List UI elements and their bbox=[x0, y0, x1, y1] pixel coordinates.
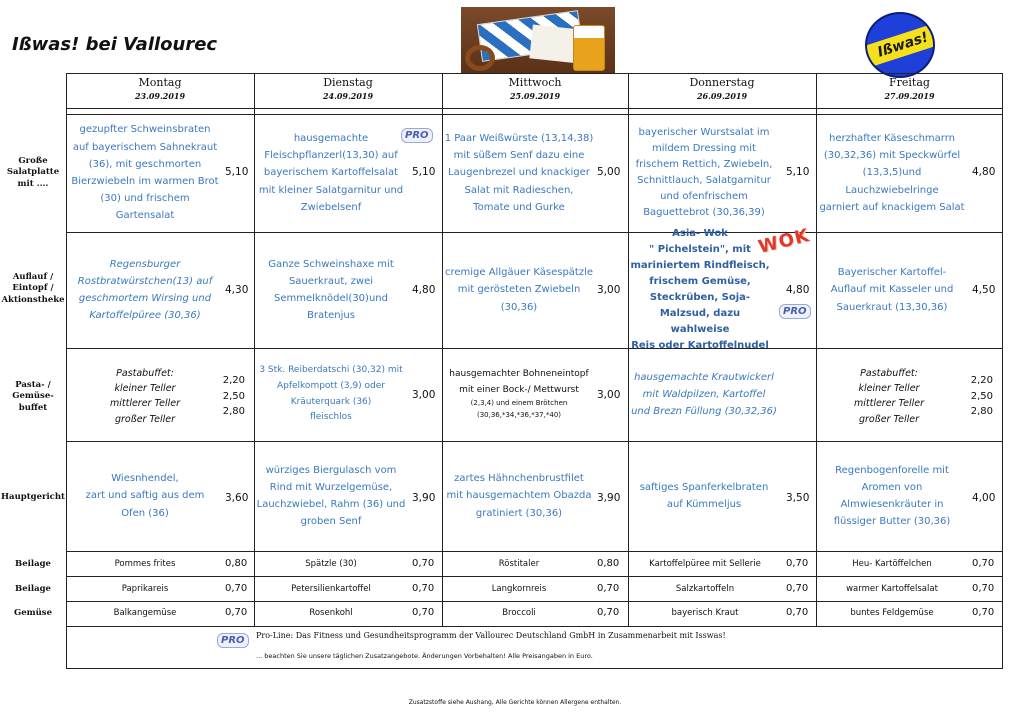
price-beilage2-dienstag: 0,70 bbox=[412, 583, 435, 594]
row-divider bbox=[66, 551, 1003, 552]
proline-note: Pro-Line: Das Fitness und Gesundheitsprogramm der Vallourec Deutschland GmbH in Zusammenarbeit mit Isswas! bbox=[256, 631, 726, 640]
allergen-note: Zusatzstoffe siehe Aushang, Alle Gerichte können Allergene enthalten. bbox=[408, 699, 622, 706]
price-beilage1-freitag: 0,70 bbox=[972, 558, 995, 569]
bavarian-banner-image bbox=[461, 7, 615, 73]
logo-text: Ißwas! bbox=[875, 29, 931, 61]
price-salat-freitag: 4,80 bbox=[972, 166, 996, 178]
dish-haupt-dienstag: würziges Biergulasch vom Rind mit Wurzelgemüse, Lauchzwiebel, Rahm (36) und groben Senf bbox=[256, 464, 406, 528]
side-beilage2-montag: Paprikareis bbox=[121, 584, 169, 594]
price-beilage2-mittwoch: 0,70 bbox=[597, 583, 620, 594]
row-divider bbox=[66, 601, 1003, 602]
dish-auflauf-donnerstag: Asia- Wok " Pichelstein", mit mariniertem Rindfleisch, frischem Gemüse, Steckrüben, Soja- Malzsud, dazu wahlweise Reis oder Kartoffelnudel bbox=[630, 228, 770, 351]
side-beilage2-freitag: warmer Kartoffelsalat bbox=[846, 584, 938, 594]
side-gemuese-freitag: buntes Feldgemüse bbox=[850, 608, 934, 618]
price-salat-montag: 5,10 bbox=[225, 166, 249, 178]
dish-salat-mittwoch: 1 Paar Weißwürste (13,14,38) mit süßem Senf dazu eine Laugenbrezel und knackiger Salat mit Radieschen, Tomate und Gurke bbox=[444, 133, 594, 213]
dish-haupt-montag: Wiesnhendel, zart und saftig aus dem Ofen (36) bbox=[85, 473, 205, 519]
price-haupt-freitag: 4,00 bbox=[972, 492, 996, 504]
day-header-freitag: Freitag 27.09.2019 bbox=[884, 76, 935, 101]
price-beilage1-dienstag: 0,70 bbox=[412, 558, 435, 569]
dish-auflauf-freitag: Bayerischer Kartoffel- Auflauf mit Kasseler und Sauerkraut (13,30,36) bbox=[830, 267, 954, 313]
pro-line-badge: PRO bbox=[401, 128, 433, 143]
pastabuffet-prices-freitag: 2,20 2,50 2,80 bbox=[970, 375, 993, 417]
row-divider bbox=[66, 576, 1003, 577]
pastabuffet-montag: Pastabuffet: kleiner Teller mittlerer Teller großer Teller bbox=[109, 368, 180, 425]
price-beilage1-mittwoch: 0,80 bbox=[597, 558, 620, 569]
price-auflauf-donnerstag: 4,80 bbox=[786, 284, 810, 296]
price-haupt-dienstag: 3,90 bbox=[412, 492, 436, 504]
price-beilage1-donnerstag: 0,70 bbox=[786, 558, 809, 569]
price-auflauf-montag: 4,30 bbox=[225, 284, 249, 296]
row-label-salatplatte: Große Salatplatte mit .... bbox=[6, 155, 60, 189]
dish-auflauf-montag: Regensburger Rostbratwürstchen(13) auf geschmortem Wirsing und Kartoffelpüree (30,36) bbox=[77, 258, 213, 322]
day-header-mittwoch: Mittwoch 25.09.2019 bbox=[508, 76, 562, 101]
dish-auflauf-mittwoch: cremige Allgäuer Käsespätzle mit gerösteten Zwiebeln (30,36) bbox=[444, 267, 594, 313]
pastabuffet-prices-montag: 2,20 2,50 2,80 bbox=[222, 375, 245, 417]
price-haupt-donnerstag: 3,50 bbox=[786, 492, 810, 504]
side-gemuese-mittwoch: Broccoli bbox=[502, 608, 536, 618]
side-beilage1-montag: Pommes frites bbox=[114, 559, 176, 569]
column-divider bbox=[254, 73, 255, 627]
side-gemuese-montag: Balkangemüse bbox=[113, 608, 177, 618]
column-divider bbox=[442, 73, 443, 627]
pastabuffet-freitag: Pastabuffet: kleiner Teller mittlerer Teller großer Teller bbox=[853, 368, 924, 425]
price-pasta-mittwoch: 3,00 bbox=[597, 389, 621, 401]
beer-mug-icon bbox=[573, 25, 605, 71]
day-header-donnerstag: Donnerstag 26.09.2019 bbox=[689, 76, 755, 101]
isswas-logo bbox=[865, 12, 935, 78]
side-gemuese-dienstag: Rosenkohl bbox=[309, 608, 353, 618]
price-auflauf-freitag: 4,50 bbox=[972, 284, 996, 296]
dish-pasta-donnerstag: hausgemachte Krautwickerl mit Waldpilzen, Kartoffel und Brezn Füllung (30,32,36) bbox=[631, 371, 777, 418]
price-salat-donnerstag: 5,10 bbox=[786, 166, 810, 178]
dish-pasta-mittwoch: hausgemachter Bohneneintopf mit einer Bock-/ Mettwurst (2,3,4) und einem Brötchen (30,36,*34,*36,*37,*40) bbox=[449, 369, 589, 419]
price-gemuese-mittwoch: 0,70 bbox=[597, 607, 620, 618]
side-beilage1-freitag: Heu- Kartöffelchen bbox=[852, 559, 932, 569]
side-beilage1-donnerstag: Kartoffelpüree mit Sellerie bbox=[649, 559, 761, 569]
price-gemuese-freitag: 0,70 bbox=[972, 607, 995, 618]
column-divider bbox=[628, 73, 629, 627]
row-label-pasta: Pasta- / Gemüse- buffet bbox=[12, 379, 54, 413]
side-beilage2-mittwoch: Langkornreis bbox=[491, 584, 547, 594]
price-beilage2-freitag: 0,70 bbox=[972, 583, 995, 594]
price-gemuese-donnerstag: 0,70 bbox=[786, 607, 809, 618]
row-divider bbox=[66, 114, 1003, 115]
price-salat-dienstag: 5,10 bbox=[412, 166, 436, 178]
side-gemuese-donnerstag: bayerisch Kraut bbox=[671, 608, 739, 618]
dish-pasta-dienstag: 3 Stk. Reiberdatschi (30,32) mit Apfelkompott (3,9) oder Kräuterquark (36) fleischlos bbox=[259, 365, 403, 423]
wok-badge: WOK bbox=[756, 225, 812, 258]
dish-haupt-freitag: Regenbogenforelle mit Aromen von Almwiesenkräuter in flüssiger Butter (30,36) bbox=[833, 464, 951, 528]
price-beilage2-montag: 0,70 bbox=[225, 583, 248, 594]
price-haupt-montag: 3,60 bbox=[225, 492, 249, 504]
price-gemuese-dienstag: 0,70 bbox=[412, 607, 435, 618]
price-auflauf-mittwoch: 3,00 bbox=[597, 284, 621, 296]
side-beilage2-donnerstag: Salzkartoffeln bbox=[675, 584, 735, 594]
row-divider bbox=[66, 108, 1003, 109]
row-label-auflauf: Auflauf / Eintopf / Aktionstheke bbox=[1, 271, 65, 305]
pro-line-badge: PRO bbox=[779, 304, 811, 319]
dish-haupt-mittwoch: zartes Hähnchenbrustfilet mit hausgemachtem Obazda gratiniert (30,36) bbox=[446, 473, 592, 519]
side-beilage1-mittwoch: Röstitaler bbox=[498, 559, 540, 569]
dish-haupt-donnerstag: saftiges Spanferkelbraten auf Kümmeljus bbox=[639, 481, 769, 510]
row-divider bbox=[66, 348, 1003, 349]
price-gemuese-montag: 0,70 bbox=[225, 607, 248, 618]
disclaimer-note: ... beachten Sie unsere täglichen Zusatzangebote. Änderungen Vorbehalten! Alle Preisangaben in Euro. bbox=[256, 652, 593, 660]
price-pasta-dienstag: 3,00 bbox=[412, 389, 436, 401]
side-beilage2-dienstag: Petersilienkartoffel bbox=[291, 584, 371, 594]
row-divider bbox=[66, 232, 1003, 233]
row-label-hauptgericht: Hauptgericht bbox=[1, 492, 65, 503]
day-header-montag: Montag 23.09.2019 bbox=[134, 76, 186, 101]
dish-salat-freitag: herzhafter Käseschmarrn (30,32,36) mit Speckwürfel (13,3,5)und Lauchzwiebelringe garniert auf knackigem Salat bbox=[819, 133, 965, 213]
column-divider bbox=[816, 73, 817, 627]
day-header-dienstag: Dienstag 24.09.2019 bbox=[322, 76, 374, 101]
page-title: Ißwas! bei Vallourec bbox=[12, 34, 218, 55]
pro-line-badge: PRO bbox=[217, 633, 249, 648]
pretzel-icon bbox=[465, 45, 495, 71]
dish-salat-montag: gezupfter Schweinsbraten auf bayerischem Sahnekraut (36), mit geschmorten Bierzwiebeln im warmen Brot (30) und frischem Gartensalat bbox=[71, 124, 219, 222]
price-auflauf-dienstag: 4,80 bbox=[412, 284, 436, 296]
side-beilage1-dienstag: Spätzle (30) bbox=[305, 559, 357, 569]
price-beilage2-donnerstag: 0,70 bbox=[786, 583, 809, 594]
row-divider bbox=[66, 441, 1003, 442]
dish-salat-donnerstag: bayerischer Wurstsalat im mildem Dressing mit frischem Rettich, Zwiebeln, Schnittlauch, Salatgarnitur und ofenfrischem Baguettebrot (30,36,39) bbox=[635, 127, 773, 218]
price-salat-mittwoch: 5,00 bbox=[597, 166, 621, 178]
dish-auflauf-dienstag: Ganze Schweinshaxe mit Sauerkraut, zwei Semmelknödel(30)und Bratenjus bbox=[268, 258, 394, 322]
row-divider bbox=[66, 626, 1003, 627]
row-label-beilage-1: Beilage bbox=[15, 559, 51, 570]
price-beilage1-montag: 0,80 bbox=[225, 558, 248, 569]
price-haupt-mittwoch: 3,90 bbox=[597, 492, 621, 504]
row-label-beilage-2: Beilage bbox=[15, 584, 51, 595]
row-label-gemuese: Gemüse bbox=[13, 608, 53, 619]
dish-salat-dienstag: hausgemachte Fleischpflanzerl(13,30) auf bayerischem Kartoffelsalat mit kleiner Salatgarnitur und Zwiebelsenf bbox=[258, 133, 404, 213]
